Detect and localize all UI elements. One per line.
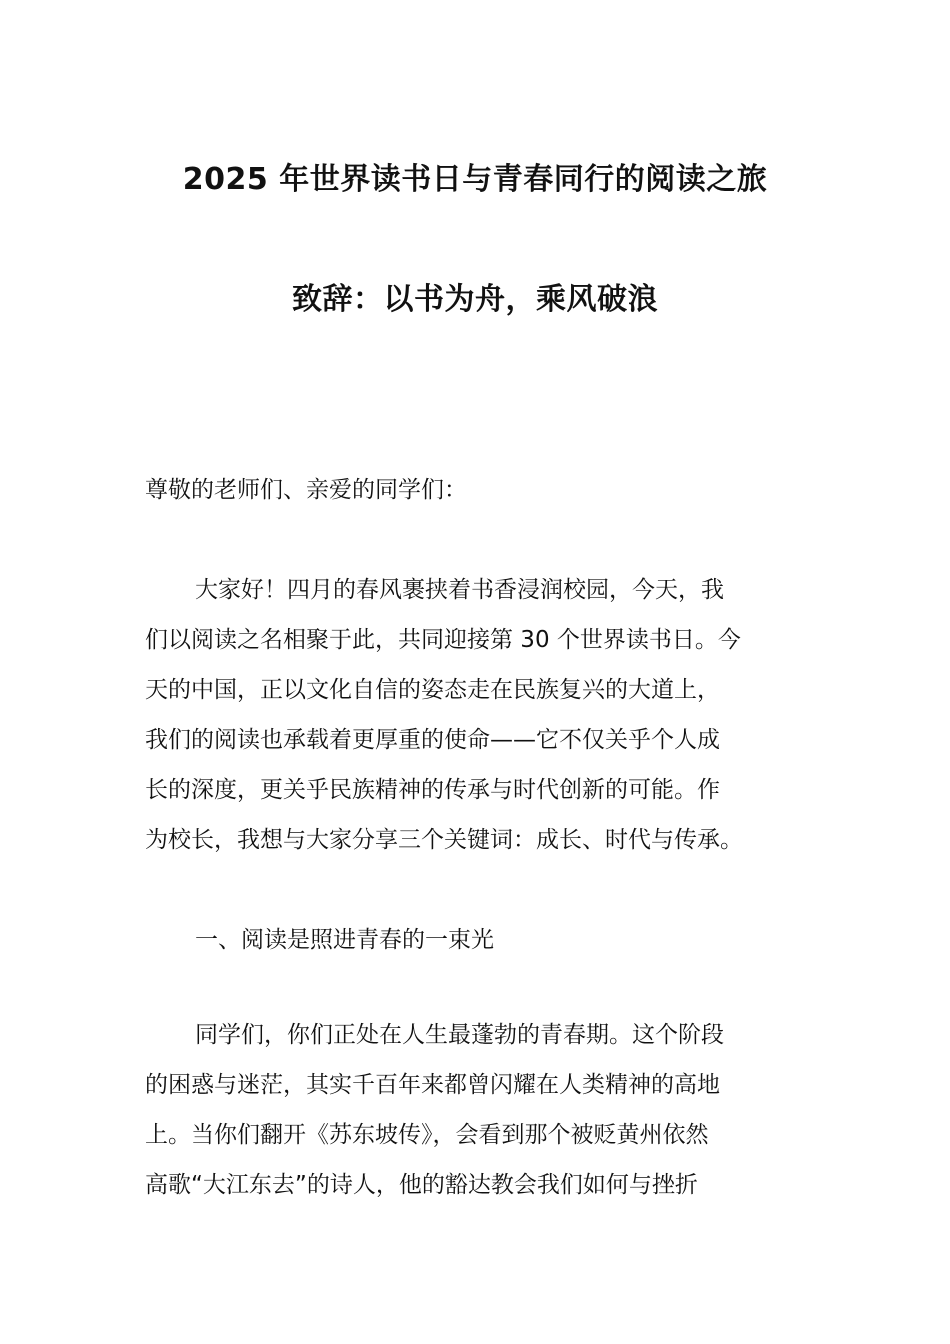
paragraph-line: 们以阅读之名相聚于此，共同迎接第 30 个世界读书日。今 bbox=[145, 627, 741, 653]
section-heading: 一、阅读是照进青春的一束光 bbox=[195, 927, 494, 953]
document-title-line-2: 致辞：以书为舟，乘风破浪 bbox=[292, 282, 658, 317]
paragraph-line: 天的中国，正以文化自信的姿态走在民族复兴的大道上， bbox=[145, 677, 720, 703]
paragraph-line: 为校长，我想与大家分享三个关键词：成长、时代与传承。 bbox=[145, 827, 743, 853]
paragraph-line: 大家好！四月的春风裹挟着书香浸润校园，今天，我 bbox=[195, 577, 724, 603]
paragraph-line: 高歌“大江东去”的诗人，他的豁达教会我们如何与挫折 bbox=[145, 1172, 698, 1198]
paragraph-line: 的困惑与迷茫，其实千百年来都曾闪耀在人类精神的高地 bbox=[145, 1072, 720, 1098]
paragraph-section-one bbox=[145, 1010, 815, 1210]
paragraph-line: 我们的阅读也承载着更厚重的使命——它不仅关乎个人成 bbox=[145, 727, 720, 753]
salutation: 尊敬的老师们、亲爱的同学们： bbox=[145, 477, 467, 503]
paragraph-line: 长的深度，更关乎民族精神的传承与时代创新的可能。作 bbox=[145, 777, 720, 803]
paragraph-line: 上。当你们翻开《苏东坡传》，会看到那个被贬黄州依然 bbox=[145, 1122, 709, 1148]
paragraph-line: 同学们，你们正处在人生最蓬勃的青春期。这个阶段 bbox=[195, 1022, 724, 1048]
paragraph-opening bbox=[145, 565, 815, 865]
document-title-line-1: 2025 年世界读书日与青春同行的阅读之旅 bbox=[182, 162, 768, 197]
